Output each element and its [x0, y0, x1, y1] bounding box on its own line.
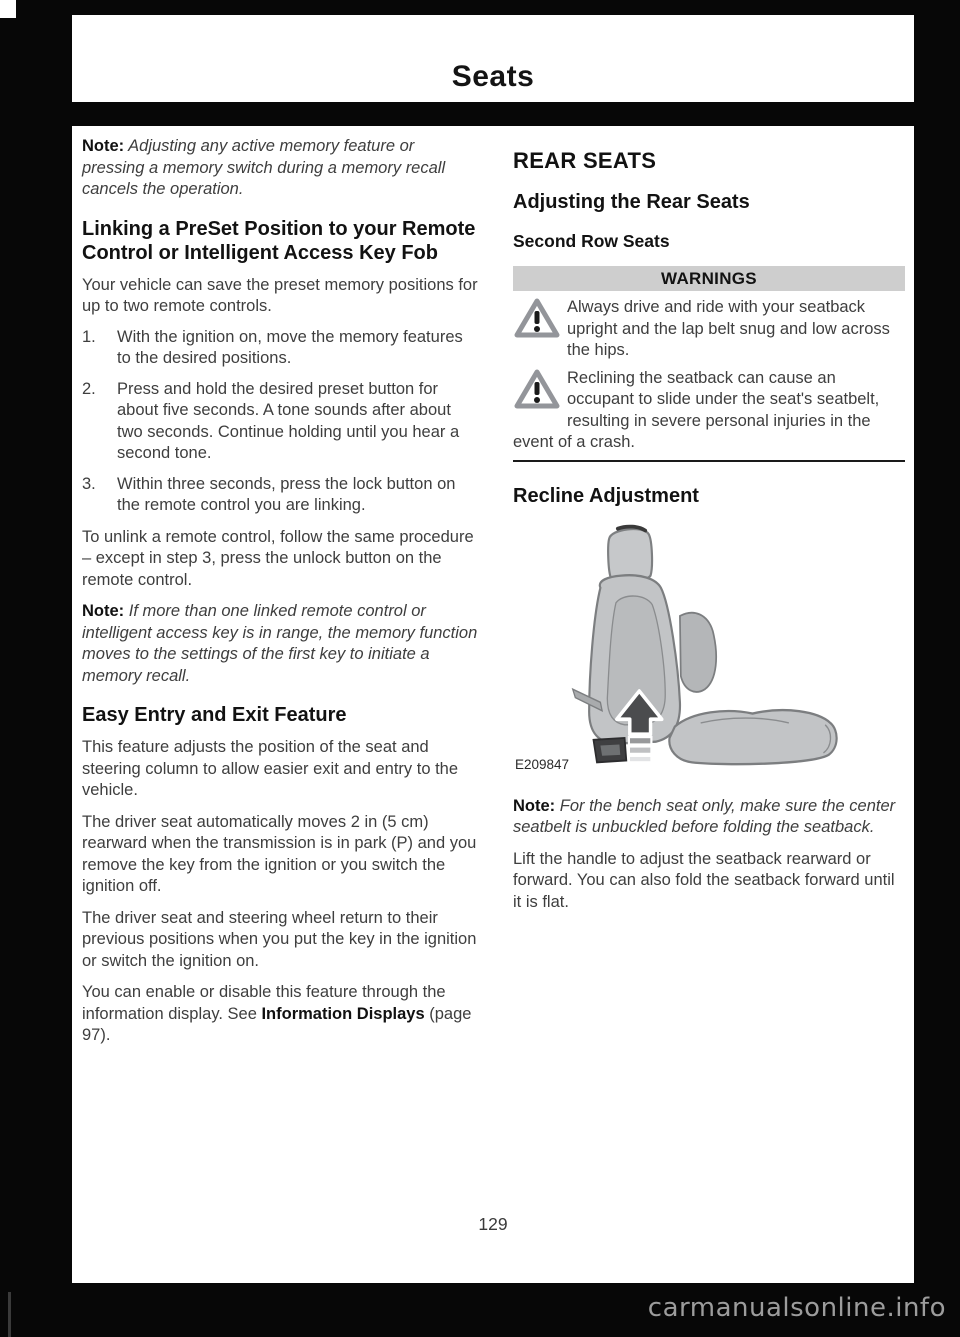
chapter-title: Seats	[451, 60, 535, 93]
note-label: Note:	[513, 796, 556, 815]
manual-page	[72, 126, 914, 1283]
note-bench-seat: Note: For the bench seat only, make sure the center seatbelt is unbuckled before folding the seatback.	[513, 796, 896, 836]
step-number: 2.	[82, 379, 96, 398]
page-header	[72, 15, 914, 102]
heading-adjusting-rear-seats: Adjusting the Rear Seats	[513, 191, 750, 213]
step-text: Within three seconds, press the lock button on the remote control you are linking.	[117, 474, 456, 514]
left-column	[82, 126, 480, 1047]
warning-item	[513, 368, 905, 454]
scan-corner-mark-bottom-left	[8, 1292, 11, 1337]
warnings-title: WARNINGS	[513, 266, 905, 291]
note-label: Note:	[82, 602, 125, 620]
list-item	[82, 327, 480, 370]
warning-text: Always drive and ride with your seatback upright and the lap belt snug and low across the hips.	[567, 298, 890, 359]
warnings-divider	[513, 460, 905, 462]
heading-recline-adjustment: Recline Adjustment	[513, 484, 699, 507]
para-feature-adjusts: This feature adjusts the position of the seat and steering column to allow easier exit and entry to the vehicle.	[82, 738, 459, 799]
step-number: 1.	[82, 327, 96, 346]
warning-text: Reclining the seatback can cause an occupant to slide under the seat's seatbelt, resulting in severe personal injuries in the event of a crash.	[513, 368, 880, 451]
watermark-link[interactable]: carmanualsonline.info	[647, 1293, 946, 1323]
para-unlink: To unlink a remote control, follow the same procedure – except in step 3, press the unlock button on the remote control.	[82, 527, 474, 589]
list-item	[82, 379, 480, 465]
page-number: 129	[478, 1214, 508, 1234]
heading-easy-entry-exit: Easy Entry and Exit Feature	[82, 704, 347, 726]
step-text: Press and hold the desired preset button for about five seconds. A tone sounds after about two seconds. Continue holding until you hear a second tone.	[117, 379, 460, 462]
step-number: 3.	[82, 474, 96, 493]
para-lift-handle: Lift the handle to adjust the seatback rearward or forward. You can also fold the seatback forward until it is flat.	[513, 849, 895, 911]
para-enable-disable: You can enable or disable this feature through the information display. See Information Displays (page 97).	[82, 983, 472, 1044]
warnings-box	[513, 266, 905, 462]
heading-linking-preset: Linking a PreSet Position to your Remote Control or Intelligent Access Key Fob	[82, 217, 476, 264]
cross-reference: Information Displays	[261, 1004, 425, 1023]
para-seat-returns: The driver seat and steering wheel return to their previous positions when you put the key in the ignition or switch the ignition on.	[82, 908, 477, 970]
linking-steps-list	[82, 327, 480, 517]
para-save-presets: Your vehicle can save the preset memory positions for up to two remote controls.	[82, 275, 478, 315]
note-multiple-keys: Note: If more than one linked remote control or intelligent access key is in range, the memory function moves to the settings of the first key to initiate a memory recall.	[82, 602, 478, 685]
note-label: Note:	[82, 137, 125, 155]
list-item	[82, 474, 480, 517]
right-column	[513, 126, 905, 913]
heading-second-row-seats: Second Row Seats	[513, 231, 670, 251]
warning-item	[513, 297, 905, 362]
warning-triangle-icon	[513, 368, 563, 430]
figure-reference-code: E209847	[515, 757, 570, 772]
seat-illustration	[571, 524, 839, 768]
para-seat-moves-rearward: The driver seat automatically moves 2 in (5 cm) rearward when the transmission is in park (P) and you remove the key from the ignition or you switch the ignition off.	[82, 812, 477, 895]
note-memory-feature: Note: Adjusting any active memory feature or pressing a memory switch during a memory recall cancels the operation.	[82, 137, 446, 198]
warning-triangle-icon	[513, 297, 563, 359]
step-text: With the ignition on, move the memory features to the desired positions.	[117, 327, 463, 367]
heading-rear-seats: REAR SEATS	[513, 148, 657, 173]
recline-adjustment-figure	[513, 518, 905, 780]
scan-corner-mark-top-left	[0, 0, 16, 18]
